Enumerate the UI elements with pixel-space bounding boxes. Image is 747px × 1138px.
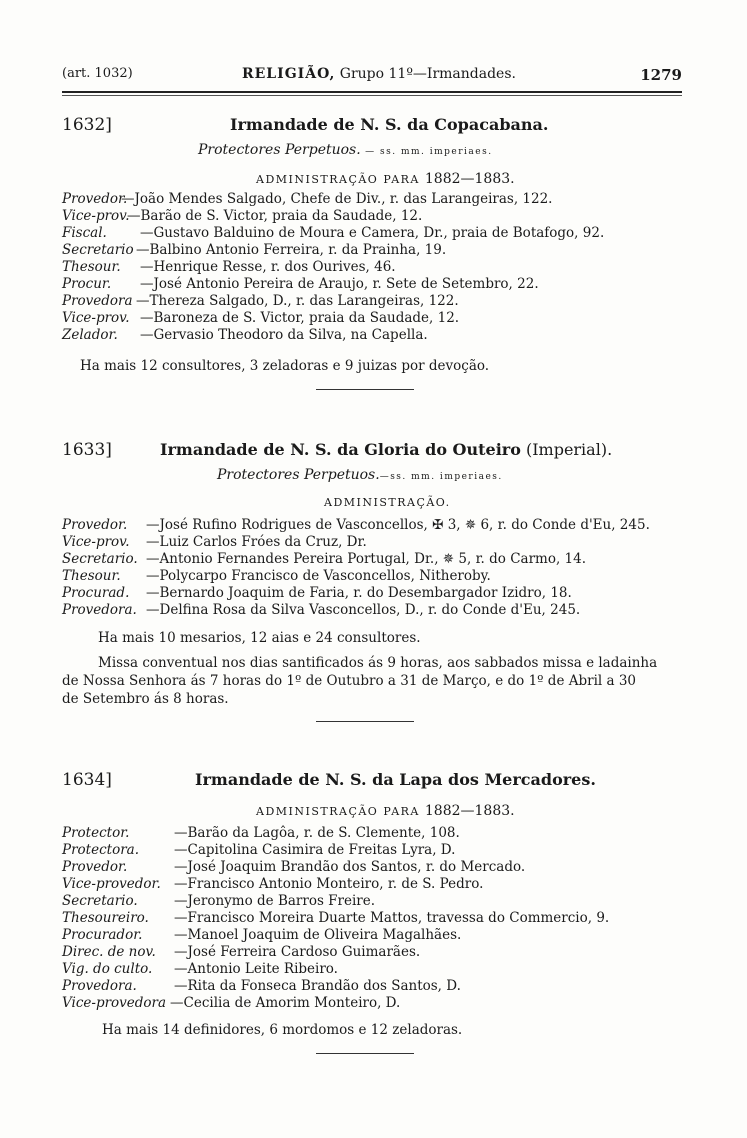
running-header	[62, 66, 682, 90]
officer-name: —José Ferreira Cardoso Guimarães.	[174, 944, 421, 960]
category-label: RELIGIÃO,	[242, 66, 336, 82]
officer-name: —Antonio Leite Ribeiro.	[174, 961, 338, 977]
officer-role: Thesour.	[62, 259, 121, 275]
officer-role: Vice-provedora	[62, 995, 167, 1011]
officer-name: —Barão da Lagôa, r. de S. Clemente, 108.	[174, 825, 460, 841]
entry-title	[195, 770, 596, 789]
officer-row	[62, 191, 692, 208]
officer-name: —Francisco Moreira Duarte Mattos, travessa do Commercio, 9.	[174, 910, 610, 926]
officer-name: —Luiz Carlos Fróes da Cruz, Dr.	[146, 534, 367, 550]
admin-years: 1882—1883.	[424, 803, 515, 819]
officer-role: Protector.	[62, 825, 130, 841]
entry-number: 1633]	[62, 440, 112, 460]
protectors-value: —ss. mm. imperiaes.	[379, 472, 503, 482]
officer-row	[62, 927, 692, 944]
officer-name: —Capitolina Casimira de Freitas Lyra, D.	[174, 842, 456, 858]
entry-1633	[62, 440, 692, 715]
officer-role: Thesour.	[62, 568, 121, 584]
officer-role: Secretario	[62, 242, 134, 258]
officer-role: Zelador.	[62, 327, 118, 343]
entry-1634	[62, 770, 692, 1050]
protectors-label: Protectores Perpetuos.	[198, 142, 361, 158]
officer-name: —Polycarpo Francisco de Vasconcellos, Nitheroby.	[146, 568, 491, 584]
section-divider	[316, 389, 414, 390]
section-heading	[242, 66, 516, 82]
officer-role: Protectora.	[62, 842, 139, 858]
officer-row	[62, 517, 692, 534]
entry-title	[160, 440, 612, 459]
officer-row	[62, 568, 692, 585]
protectors-value: — ss. mm. imperiaes.	[365, 147, 493, 157]
officer-row	[62, 978, 692, 995]
officer-row	[62, 944, 692, 961]
admin-years: 1882—1883.	[424, 171, 515, 187]
officer-row	[62, 859, 692, 876]
admin-label: ADMINISTRAÇÃO.	[324, 496, 451, 509]
admin-label: ADMINISTRAÇÃO PARA	[256, 173, 420, 186]
officer-role: Procurador.	[62, 927, 143, 943]
officer-role: Provedora.	[62, 602, 137, 618]
officer-name: —Francisco Antonio Monteiro, r. de S. Pedro.	[174, 876, 484, 892]
section-divider	[316, 721, 414, 722]
entry-title	[230, 115, 548, 134]
entry-number: 1634]	[62, 770, 112, 790]
article-reference: (art. 1032)	[62, 66, 133, 81]
officer-role: Provedor.	[62, 859, 128, 875]
officer-name: —José Rufino Rodrigues de Vasconcellos, ✠ 3, ✵ 6, r. do Conde d'Eu, 245.	[146, 517, 650, 533]
administration-heading	[256, 803, 515, 819]
officer-row	[62, 276, 692, 293]
paragraph-line: de Nossa Senhora ás 7 horas do 1º de Outubro a 31 de Março, e do 1º de Abril a 30	[62, 673, 637, 689]
officer-role: Vice-prov.	[62, 534, 130, 550]
officer-role: Provedora	[62, 293, 133, 309]
officer-role: Provedor.	[62, 191, 128, 207]
protectors-line	[198, 142, 493, 158]
additional-members-note: Ha mais 10 mesarios, 12 aias e 24 consultores.	[98, 630, 421, 646]
paragraph-line: de Setembro ás 8 horas.	[62, 691, 229, 707]
entry-title-qualifier: (Imperial).	[520, 440, 613, 459]
officer-name: —Delfina Rosa da Silva Vasconcellos, D., r. do Conde d'Eu, 245.	[146, 602, 581, 618]
officer-role: Vice-prov.	[62, 310, 130, 326]
additional-members-note: Ha mais 12 consultores, 3 zeladoras e 9 juizas por devoção.	[80, 358, 490, 374]
officer-role: Vig. do culto.	[62, 961, 153, 977]
officer-role: Fiscal.	[62, 225, 107, 241]
officer-row	[62, 208, 692, 225]
officer-name: —Gustavo Balduino de Moura e Camera, Dr., praia de Botafogo, 92.	[140, 225, 605, 241]
officer-row	[62, 551, 692, 568]
header-rule-thin	[62, 95, 682, 96]
officer-name: —Cecilia de Amorim Monteiro, D.	[170, 995, 401, 1011]
officer-row	[62, 259, 692, 276]
protectors-line	[217, 467, 503, 483]
officer-role: Provedora.	[62, 978, 137, 994]
officer-role: Vice-provedor.	[62, 876, 161, 892]
officer-role: Secretario.	[62, 551, 138, 567]
section-divider	[316, 1053, 414, 1054]
officer-name: —Balbino Antonio Ferreira, r. da Prainha, 19.	[136, 242, 447, 258]
officer-row	[62, 876, 692, 893]
entry-title-text: Irmandade de N. S. da Copacabana.	[230, 115, 549, 134]
entry-number: 1632]	[62, 115, 112, 135]
officer-name: —José Antonio Pereira de Araujo, r. Sete de Setembro, 22.	[140, 276, 539, 292]
officer-row	[62, 602, 692, 619]
officer-role: Vice-prov.	[62, 208, 130, 224]
officer-row	[62, 293, 692, 310]
page-number: 1279	[640, 66, 682, 84]
protectors-label: Protectores Perpetuos.	[217, 467, 380, 483]
officers-list	[62, 825, 692, 1012]
officer-name: —Barão de S. Victor, praia da Saudade, 12.	[127, 208, 423, 224]
administration-heading	[256, 171, 515, 187]
officer-row	[62, 842, 692, 859]
officer-name: —Henrique Resse, r. dos Ourives, 46.	[140, 259, 396, 275]
officer-row	[62, 893, 692, 910]
officer-name: —Baroneza de S. Victor, praia da Saudade, 12.	[140, 310, 460, 326]
officer-name: —Rita da Fonseca Brandão dos Santos, D.	[174, 978, 461, 994]
entry-title-text: Irmandade de N. S. da Lapa dos Mercadores.	[195, 770, 596, 789]
officer-row	[62, 327, 692, 344]
officers-list	[62, 191, 692, 344]
officers-list	[62, 517, 692, 619]
officer-role: Procurad.	[62, 585, 130, 601]
officer-name: —Jeronymo de Barros Freire.	[174, 893, 376, 909]
officer-role: Direc. de nov.	[62, 944, 156, 960]
officer-name: —Manoel Joaquim de Oliveira Magalhães.	[174, 927, 462, 943]
officer-row	[62, 910, 692, 927]
officer-role: Procur.	[62, 276, 112, 292]
officer-row	[62, 995, 692, 1012]
officer-name: —José Joaquim Brandão dos Santos, r. do Mercado.	[174, 859, 526, 875]
paragraph-line: Missa conventual nos dias santificados ás 9 horas, aos sabbados missa e ladainha	[98, 655, 658, 671]
officer-role: Provedor.	[62, 517, 128, 533]
officer-row	[62, 242, 692, 259]
officer-name: —Thereza Salgado, D., r. das Larangeiras, 122.	[136, 293, 459, 309]
officer-name: —Antonio Fernandes Pereira Portugal, Dr., ✵ 5, r. do Carmo, 14.	[146, 551, 587, 567]
officer-row	[62, 225, 692, 242]
officer-row	[62, 585, 692, 602]
officer-role: Thesoureiro.	[62, 910, 149, 926]
officer-name: —Bernardo Joaquim de Faria, r. do Desembargador Izidro, 18.	[146, 585, 572, 601]
group-label: Grupo 11º—Irmandades.	[335, 66, 516, 82]
officer-role: Secretario.	[62, 893, 138, 909]
officer-row	[62, 534, 692, 551]
entry-title-text: Irmandade de N. S. da Gloria do Outeiro	[160, 440, 521, 459]
officer-row	[62, 961, 692, 978]
mass-schedule-paragraph	[62, 654, 702, 708]
entry-1632	[62, 115, 692, 385]
administration-heading	[324, 496, 451, 509]
additional-members-note: Ha mais 14 definidores, 6 mordomos e 12 zeladoras.	[102, 1022, 463, 1038]
officer-row	[62, 825, 692, 842]
header-rule	[62, 91, 682, 93]
officer-row	[62, 310, 692, 327]
officer-name: —Gervasio Theodoro da Silva, na Capella.	[140, 327, 428, 343]
officer-name: —João Mendes Salgado, Chefe de Div., r. das Larangeiras, 122.	[121, 191, 553, 207]
admin-label: ADMINISTRAÇÃO PARA	[256, 805, 420, 818]
